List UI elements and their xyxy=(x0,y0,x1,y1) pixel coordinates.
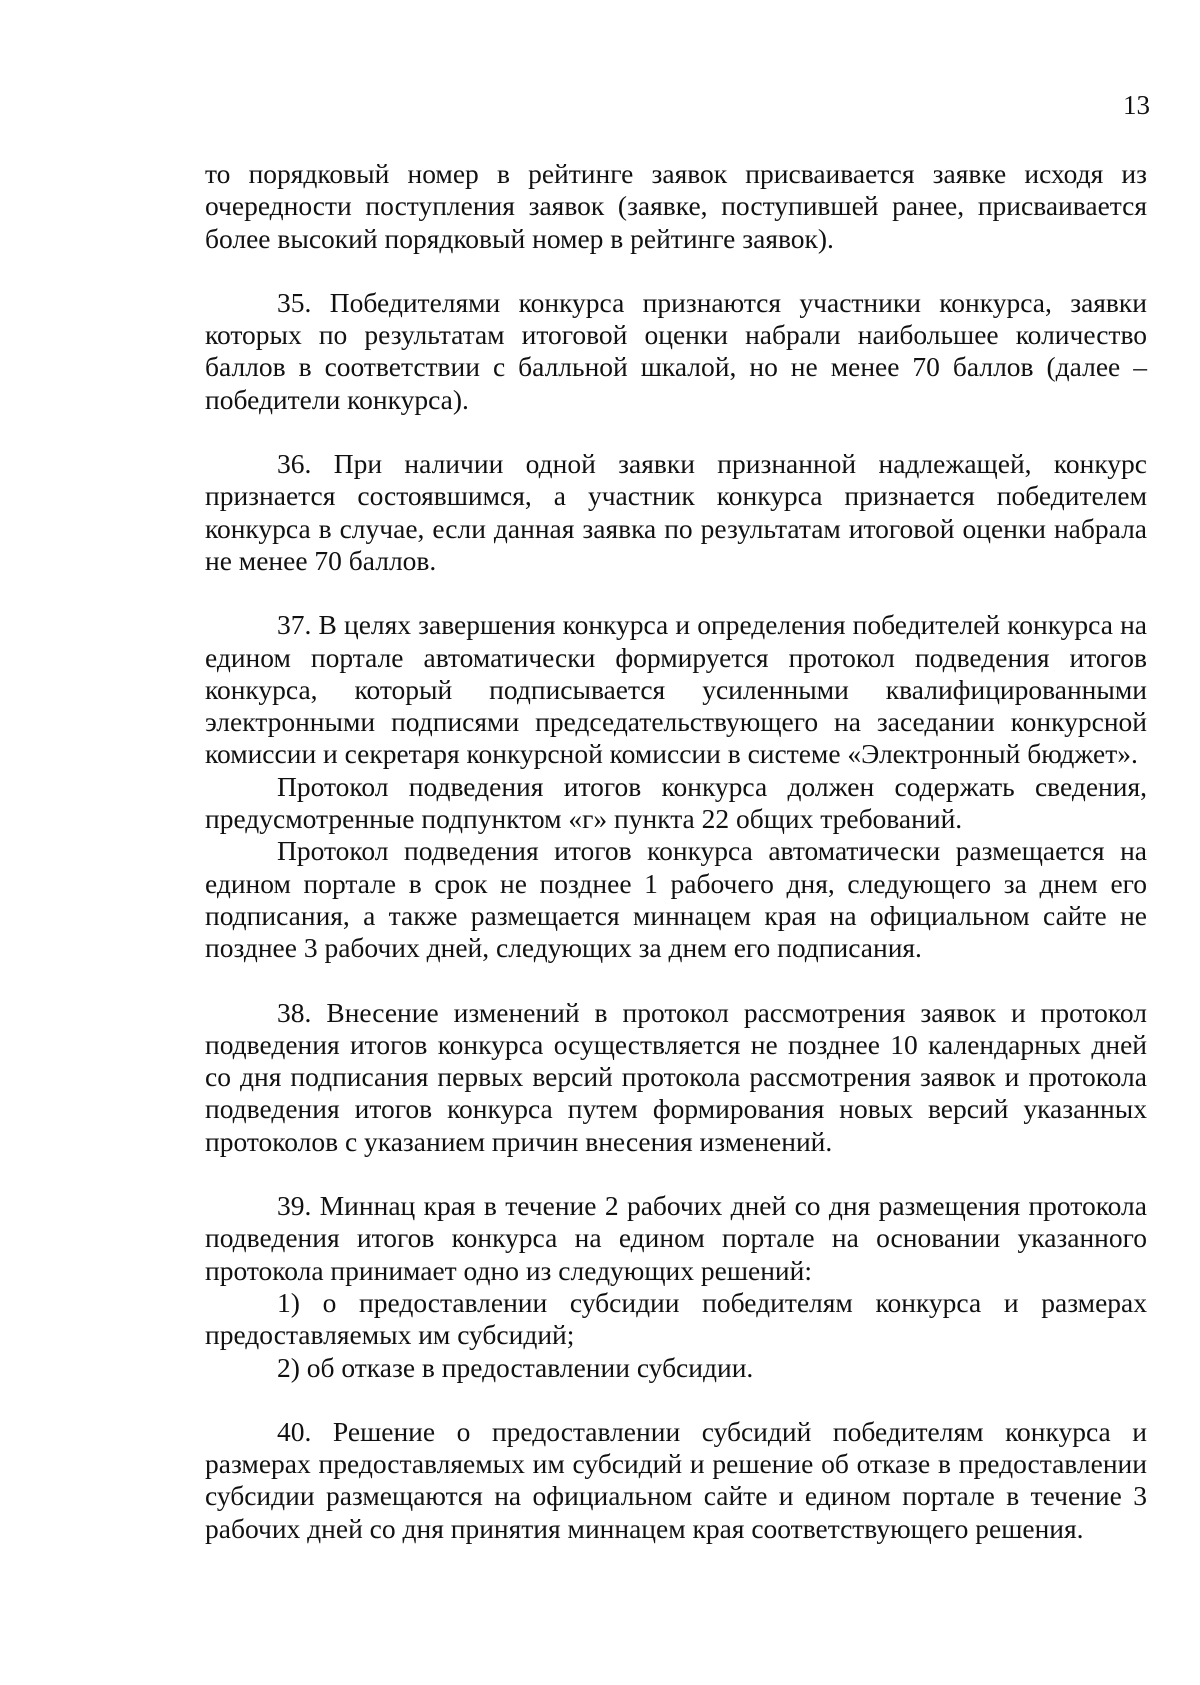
paragraph-continuation: то порядковый номер в рейтинге заявок присваивается заявке исходя из очередности поступления заявок (заявке, поступившей ранее, присваивается более высокий порядковый номер в рейтинге заявок). xyxy=(205,158,1147,254)
paragraph-39-item-2: 2) об отказе в предоставлении субсидии. xyxy=(277,1351,754,1383)
paragraph-39: 39. Миннац края в течение 2 рабочих дней со дня размещения протокола подведения итогов конкурса на едином портале на основании указанного протокола принимает одно из следующих решений: xyxy=(205,1190,1147,1286)
paragraph-37-protocol-content: Протокол подведения итогов конкурса должен содержать сведения, предусмотренные подпунктом «г» пункта 22 общих требований. xyxy=(205,770,1147,835)
paragraph-35: 35. Победителями конкурса признаются участники конкурса, заявки которых по результатам итоговой оценки набрали наибольшее количество баллов в соответствии с балльной шкалой, но не менее 70 баллов (далее – победители конкурса). xyxy=(205,286,1147,415)
page-number: 13 xyxy=(1123,90,1150,120)
paragraph-40: 40. Решение о предоставлении субсидий победителям конкурса и размерах предоставляемых им субсидий и решение об отказе в предоставлении субсидии размещаются на официальном сайте и едином портале в течение 3 рабочих дней со дня принятия миннацем края соответствующего решения. xyxy=(205,1415,1147,1544)
paragraph-36: 36. При наличии одной заявки признанной надлежащей, конкурс признается состоявшимся, а участник конкурса признается победителем конкурса в случае, если данная заявка по результатам итоговой оценки набрала не менее 70 баллов. xyxy=(205,448,1147,576)
paragraph-38: 38. Внесение изменений в протокол рассмотрения заявок и протокол подведения итогов конкурса осуществляется не позднее 10 календарных дней со дня подписания первых версий протокола рассмотрения заявок и протокола подведения итогов конкурса путем формирования новых версий указанных протоколов с указанием причин внесения изменений. xyxy=(205,996,1147,1157)
document-body xyxy=(205,158,1147,1545)
paragraph-39-item-1: 1) о предоставлении субсидии победителям конкурса и размерах предоставляемых им субсидий; xyxy=(205,1286,1147,1351)
paragraph-37: 37. В целях завершения конкурса и определения победителей конкурса на едином портале автоматически формируется протокол подведения итогов конкурса, который подписывается усиленными квалифицированными электронными подписями председательствующего на заседании конкурсной комиссии и секретаря конкурсной комиссии в системе «Электронный бюджет». xyxy=(205,609,1147,770)
paragraph-37-protocol-publication: Протокол подведения итогов конкурса автоматически размещается на едином портале в срок не позднее 1 рабочего дня, следующего за днем его подписания, а также размещается миннацем края на официальном сайте не позднее 3 рабочих дней, следующих за днем его подписания. xyxy=(205,835,1147,964)
